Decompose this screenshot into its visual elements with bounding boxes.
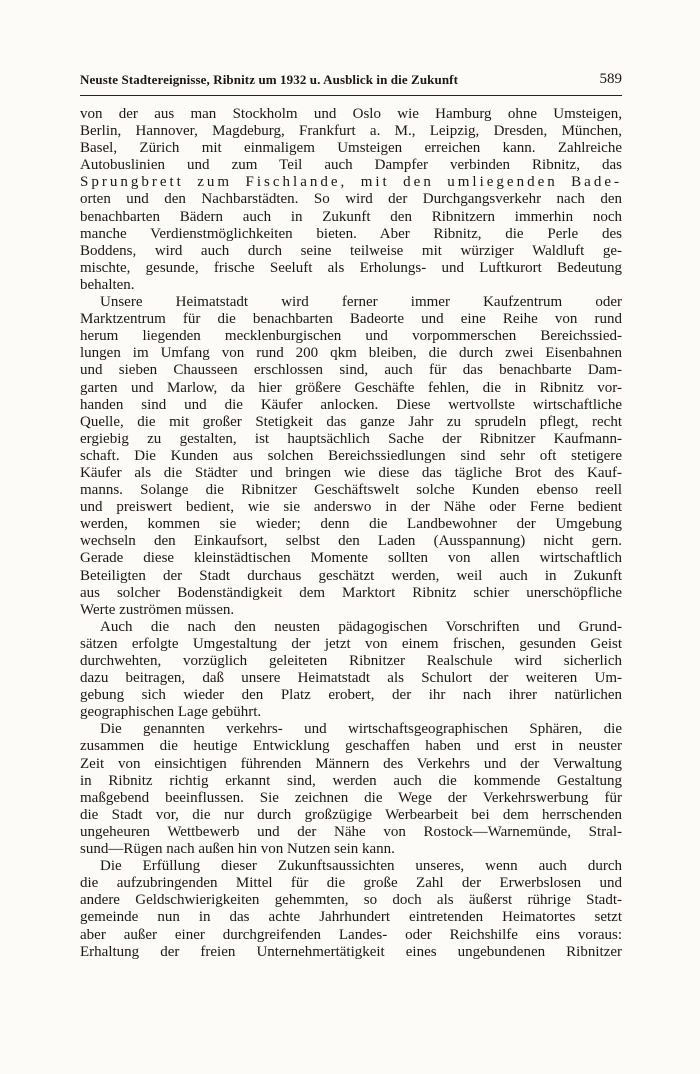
paragraph-3 (80, 619, 622, 722)
page-number: 589 (599, 71, 622, 87)
text-line: und preiswert bedient, wie sie anderswo in der Nähe oder Ferne bedient (80, 499, 622, 516)
text-line: in Ribnitz richtig erkannt sind, werden auch die kommende Gestaltung (80, 772, 622, 789)
body-text (80, 106, 622, 961)
text-line: Autobuslinien und zum Teil auch Dampfer verbinden Ribnitz, das (80, 157, 622, 174)
text-line: Zeit von einsichtigen führenden Männern des Verkehrs und der Verwaltung (80, 755, 622, 772)
text-line: die aufzubringenden Mittel für die große Zahl der Erwerbslosen und (80, 875, 622, 892)
text-line: Beteiligten der Stadt durchaus geschätzt werden, weil auch in Zukunft (80, 567, 622, 584)
text-line: aber außer einer durchgreifenden Landes- oder Reichshilfe eins voraus: (80, 926, 622, 943)
text-line: Unsere Heimatstadt wird ferner immer Kaufzentrum oder (100, 294, 622, 311)
text-line: geographischen Lage gebührt. (80, 704, 262, 721)
text-line: orten und den Nachbarstädten. So wird der Durchgangsverkehr nach den (80, 191, 622, 208)
text-line: behalten. (80, 276, 135, 293)
text-line: andere Geldschwierigkeiten gehemmten, so doch als äußerst rührige Stadt- (80, 892, 622, 909)
text-line: sund—Rügen nach außen hin von Nutzen sein kann. (80, 841, 395, 858)
text-line: Basel, Zürich mit einmaligem Umsteigen erreichen kann. Zahlreiche (80, 140, 622, 157)
text-line: schaft. Die Kunden aus solchen Bereichssiedlungen sind sehr oft stetigere (80, 447, 622, 464)
paragraph-2 (80, 294, 622, 619)
text-line: gemeinde nun in das achte Jahrhundert eintretenden Heimatortes setzt (80, 909, 622, 926)
text-line: Gerade diese kleinstädtischen Momente sollten von allen wirtschaftlich (80, 550, 622, 567)
paragraph-1 (80, 106, 622, 294)
text-line: Auch die nach den neusten pädagogischen Vorschriften und Grund- (100, 618, 622, 635)
text-line: ungeheuren Wettbewerb und der Nähe von Rostock—Warnemünde, Stral- (80, 823, 622, 840)
text-line: Marktzentrum für die benachbarten Badeorte und eine Reihe von rund (80, 311, 622, 328)
text-line: Boddens, wird auch durch seine teilweise mit würziger Waldluft ge- (80, 242, 622, 259)
text-line: benachbarten Bädern auch in Zukunft den Ribnitzern immerhin noch (80, 208, 622, 225)
text-line: Berlin, Hannover, Magdeburg, Frankfurt a. M., Leipzig, Dresden, München, (80, 123, 622, 140)
text-line: durchwehten, vorzüglich geleiteten Ribnitzer Realschule wird sicherlich (80, 653, 622, 669)
text-line: ergiebig zu gestalten, ist hauptsächlich Sache der Ribnitzer Kaufmann- (80, 430, 622, 447)
text-line: wechseln den Einkaufsort, selbst den Laden (Ausspannung) nicht gern. (80, 533, 622, 550)
paragraph-5 (80, 858, 622, 961)
paragraph-4 (80, 721, 622, 858)
text-line: aus solcher Bodenständigkeit dem Marktort Ribnitz schier unerschöpfliche (80, 584, 622, 601)
text-line: Werte zuströmen müssen. (80, 601, 235, 618)
text-line: gebung sich wieder den Platz erobert, der ihr nach ihrer natürlichen (80, 687, 622, 704)
text-line: herum liegenden mecklenburgischen und vorpommerschen Bereichssied- (80, 328, 622, 345)
text-line: manche Verdienstmöglichkeiten bieten. Aber Ribnitz, die Perle des (80, 225, 622, 242)
text-line: Sprungbrett zum Fischlande, mit den umliegenden Bade- (80, 174, 622, 191)
text-line: Erhaltung der freien Unternehmertätigkeit eines ungebundenen Ribnitzer (80, 943, 622, 960)
text-line: werden, kommen sie wieder; denn die Landbewohner der Umgebung (80, 516, 622, 533)
text-line: die Stadt vor, die nur durch großzügige Werbearbeit bei dem herrschenden (80, 806, 622, 823)
text-line: Käufer als die Städter und bringen wie diese das tägliche Brot des Kauf- (80, 464, 622, 481)
text-line: garten und Marlow, da hier größere Geschäfte fehlen, die in Ribnitz vor- (80, 379, 622, 396)
page-header (80, 72, 622, 94)
text-line: sätzen erfolgte Umgestaltung der jetzt von einem frischen, gesunden Geist (80, 635, 622, 652)
header-rule (80, 95, 622, 96)
running-head: Neuste Stadtereignisse, Ribnitz um 1932 u. Ausblick in die Zukunft (80, 72, 459, 87)
text-line: Quelle, die mit großer Stetigkeit das ganze Jahr zu sprudeln pflegt, recht (80, 413, 622, 430)
text-line: Die Erfüllung dieser Zukunftsaussichten unseres, wenn auch durch (100, 858, 622, 875)
text-line: mischte, gesunde, frische Seeluft als Erholungs- und Luftkurort Bedeutung (80, 259, 622, 276)
text-line: dazu beitragen, daß unsere Heimatstadt als Schulort der weiteren Um- (80, 670, 622, 687)
text-line: Die genannten verkehrs- und wirtschaftsgeographischen Sphären, die (100, 721, 622, 738)
text-line: lungen im Umfang von rund 200 qkm bleiben, die durch zwei Eisenbahnen (80, 345, 622, 362)
text-line: handen sind und die Käufer anlocken. Diese wertvollste wirtschaftliche (80, 396, 622, 413)
text-line: maßgebend beeinflussen. Sie zeichnen die Wege der Verkehrswerbung für (80, 789, 622, 806)
text-line: von der aus man Stockholm und Oslo wie Hamburg ohne Umsteigen, (80, 106, 622, 122)
text-line: manns. Solange die Ribnitzer Geschäftswelt solche Kunden ebenso reell (80, 482, 622, 499)
text-line: zusammen die heutige Entwicklung geschaffen haben und erst in neuster (80, 738, 622, 755)
text-line: und sieben Chausseen erschlossen sind, auch für das benachbarte Dam- (80, 362, 622, 379)
